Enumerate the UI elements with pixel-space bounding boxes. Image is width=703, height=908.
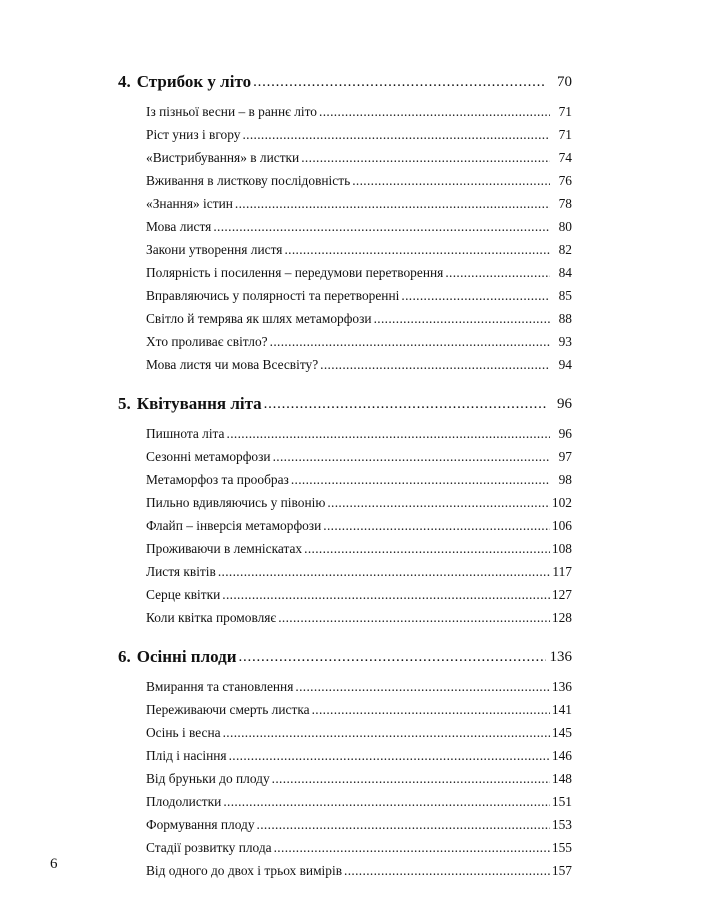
chapter-title: Квітування літа bbox=[136, 394, 262, 413]
toc-entry bbox=[146, 353, 572, 376]
dot-leader bbox=[401, 294, 550, 307]
chapter-entries bbox=[118, 675, 572, 882]
chapter-number: 6. bbox=[118, 647, 131, 666]
dot-leader bbox=[352, 179, 550, 192]
entry-page: 88 bbox=[558, 311, 572, 326]
toc-entry bbox=[146, 468, 572, 491]
entry-title: Вмирання та становлення bbox=[146, 679, 294, 694]
entry-page: 74 bbox=[558, 150, 572, 165]
entry-title: Мова листя чи мова Всесвіту? bbox=[146, 357, 319, 372]
entry-title: Осінь і весна bbox=[146, 725, 221, 740]
toc-entry bbox=[146, 215, 572, 238]
dot-leader bbox=[323, 524, 550, 537]
entry-page: 151 bbox=[551, 794, 572, 809]
entry-title: Плід і насіння bbox=[146, 748, 227, 763]
toc-entry bbox=[146, 169, 572, 192]
entry-page: 128 bbox=[551, 610, 572, 625]
dot-leader bbox=[272, 777, 550, 790]
entry-page: 136 bbox=[551, 679, 572, 694]
entry-title: Вживання в листкову послідовність bbox=[146, 173, 351, 188]
entry-title: Переживаючи смерть листка bbox=[146, 702, 310, 717]
toc-entry bbox=[146, 790, 572, 813]
entry-title: Флайп – інверсія метаморфози bbox=[146, 518, 322, 533]
toc-entry bbox=[146, 146, 572, 169]
entry-title: Листя квітів bbox=[146, 564, 216, 579]
toc-entry bbox=[146, 836, 572, 859]
entry-page: 82 bbox=[558, 242, 572, 257]
entry-title: Проживаючи в лемніскатах bbox=[146, 541, 303, 556]
chapter-6 bbox=[118, 643, 572, 882]
dot-leader bbox=[344, 869, 550, 882]
entry-title: Від бруньки до плоду bbox=[146, 771, 270, 786]
entry-page: 97 bbox=[558, 449, 572, 464]
dot-leader bbox=[223, 731, 550, 744]
dot-leader bbox=[301, 156, 550, 169]
entry-title: Мова листя bbox=[146, 219, 212, 234]
entry-page: 127 bbox=[551, 587, 572, 602]
dot-leader bbox=[319, 110, 550, 123]
entry-page: 80 bbox=[558, 219, 572, 234]
toc-entry bbox=[146, 261, 572, 284]
dot-leader bbox=[304, 547, 550, 560]
dot-leader bbox=[264, 401, 546, 418]
chapter-number: 5. bbox=[118, 394, 131, 413]
entry-page: 85 bbox=[558, 288, 572, 303]
entry-title: Ріст униз і вгору bbox=[146, 127, 241, 142]
entry-title: Коли квітка промовляє bbox=[146, 610, 277, 625]
toc-entry bbox=[146, 606, 572, 629]
entry-title: Вправляючись у полярності та перетворенні bbox=[146, 288, 400, 303]
toc-entry bbox=[146, 767, 572, 790]
entry-title: Стадії розвитку плода bbox=[146, 840, 272, 855]
toc-entry bbox=[146, 307, 572, 330]
toc-entry bbox=[146, 859, 572, 882]
dot-leader bbox=[213, 225, 550, 238]
entry-title: Закони утворення листя bbox=[146, 242, 283, 257]
entry-title: Пишнота літа bbox=[146, 426, 225, 441]
dot-leader bbox=[278, 616, 550, 629]
entry-page: 71 bbox=[558, 104, 572, 119]
dot-leader bbox=[257, 823, 550, 836]
chapter-4 bbox=[118, 68, 572, 376]
dot-leader bbox=[253, 79, 546, 96]
dot-leader bbox=[242, 133, 550, 146]
dot-leader bbox=[218, 570, 550, 583]
chapter-page: 96 bbox=[557, 396, 572, 412]
chapter-heading bbox=[118, 68, 572, 96]
dot-leader bbox=[273, 455, 550, 468]
entry-page: 96 bbox=[558, 426, 572, 441]
entry-page: 141 bbox=[551, 702, 572, 717]
toc-entry bbox=[146, 583, 572, 606]
entry-title: Полярність і посилення – передумови перетворення bbox=[146, 265, 444, 280]
entry-page: 78 bbox=[558, 196, 572, 211]
chapter-title: Осінні плоди bbox=[136, 647, 237, 666]
toc-entry bbox=[146, 560, 572, 583]
entry-title: «Знання» істин bbox=[146, 196, 233, 211]
entry-title: Сезонні метаморфози bbox=[146, 449, 271, 464]
entry-page: 76 bbox=[558, 173, 572, 188]
dot-leader bbox=[229, 754, 550, 767]
entry-title: Світло й темрява як шлях метаморфози bbox=[146, 311, 372, 326]
toc-entry bbox=[146, 813, 572, 836]
entry-page: 94 bbox=[558, 357, 572, 372]
entry-page: 148 bbox=[551, 771, 572, 786]
toc-entry bbox=[146, 100, 572, 123]
toc-entry bbox=[146, 123, 572, 146]
entry-title: Від одного до двох і трьох вимірів bbox=[146, 863, 343, 878]
entry-page: 146 bbox=[551, 748, 572, 763]
toc-entry bbox=[146, 422, 572, 445]
entry-title: Пильно вдивляючись у півонію bbox=[146, 495, 326, 510]
entry-page: 117 bbox=[552, 564, 572, 579]
entry-title: Формування плоду bbox=[146, 817, 255, 832]
dot-leader bbox=[239, 654, 546, 671]
toc-entry bbox=[146, 330, 572, 353]
chapter-entries bbox=[118, 422, 572, 629]
entry-title: Хто проливає світло? bbox=[146, 334, 268, 349]
dot-leader bbox=[222, 593, 550, 606]
entry-title: Метаморфоз та прообраз bbox=[146, 472, 289, 487]
chapter-heading bbox=[118, 643, 572, 671]
chapter-number: 4. bbox=[118, 72, 131, 91]
chapter-entries bbox=[118, 100, 572, 376]
dot-leader bbox=[223, 800, 550, 813]
chapter-page: 70 bbox=[557, 74, 572, 90]
toc-entry bbox=[146, 698, 572, 721]
dot-leader bbox=[291, 478, 550, 491]
toc-entry bbox=[146, 192, 572, 215]
chapter-page: 136 bbox=[549, 649, 572, 665]
chapter-5 bbox=[118, 390, 572, 629]
chapter-heading bbox=[118, 390, 572, 418]
dot-leader bbox=[270, 340, 550, 353]
dot-leader bbox=[295, 685, 550, 698]
dot-leader bbox=[374, 317, 550, 330]
entry-page: 106 bbox=[551, 518, 572, 533]
toc-entry bbox=[146, 514, 572, 537]
entry-page: 98 bbox=[558, 472, 572, 487]
entry-title: «Вистрибування» в листки bbox=[146, 150, 300, 165]
toc-entry bbox=[146, 284, 572, 307]
entry-title: Серце квітки bbox=[146, 587, 221, 602]
dot-leader bbox=[274, 846, 550, 859]
toc-entry bbox=[146, 445, 572, 468]
dot-leader bbox=[312, 708, 550, 721]
entry-page: 145 bbox=[551, 725, 572, 740]
toc-entry bbox=[146, 744, 572, 767]
toc-entry bbox=[146, 721, 572, 744]
entry-page: 153 bbox=[551, 817, 572, 832]
entry-page: 157 bbox=[551, 863, 572, 878]
entry-page: 84 bbox=[558, 265, 572, 280]
dot-leader bbox=[235, 202, 550, 215]
toc-entry bbox=[146, 537, 572, 560]
entry-title: Плодолистки bbox=[146, 794, 222, 809]
dot-leader bbox=[327, 501, 550, 514]
entry-page: 71 bbox=[558, 127, 572, 142]
toc-entry bbox=[146, 238, 572, 261]
entry-page: 93 bbox=[558, 334, 572, 349]
entry-title: Із пізньої весни – в раннє літо bbox=[146, 104, 318, 119]
dot-leader bbox=[445, 271, 550, 284]
chapter-title: Стрибок у літо bbox=[136, 72, 252, 91]
entry-page: 108 bbox=[551, 541, 572, 556]
entry-page: 155 bbox=[551, 840, 572, 855]
page-number: 6 bbox=[50, 856, 58, 872]
dot-leader bbox=[284, 248, 550, 261]
toc-entry bbox=[146, 491, 572, 514]
entry-page: 102 bbox=[551, 495, 572, 510]
table-of-contents bbox=[118, 68, 572, 882]
toc-entry bbox=[146, 675, 572, 698]
dot-leader bbox=[320, 363, 550, 376]
dot-leader bbox=[227, 432, 550, 445]
